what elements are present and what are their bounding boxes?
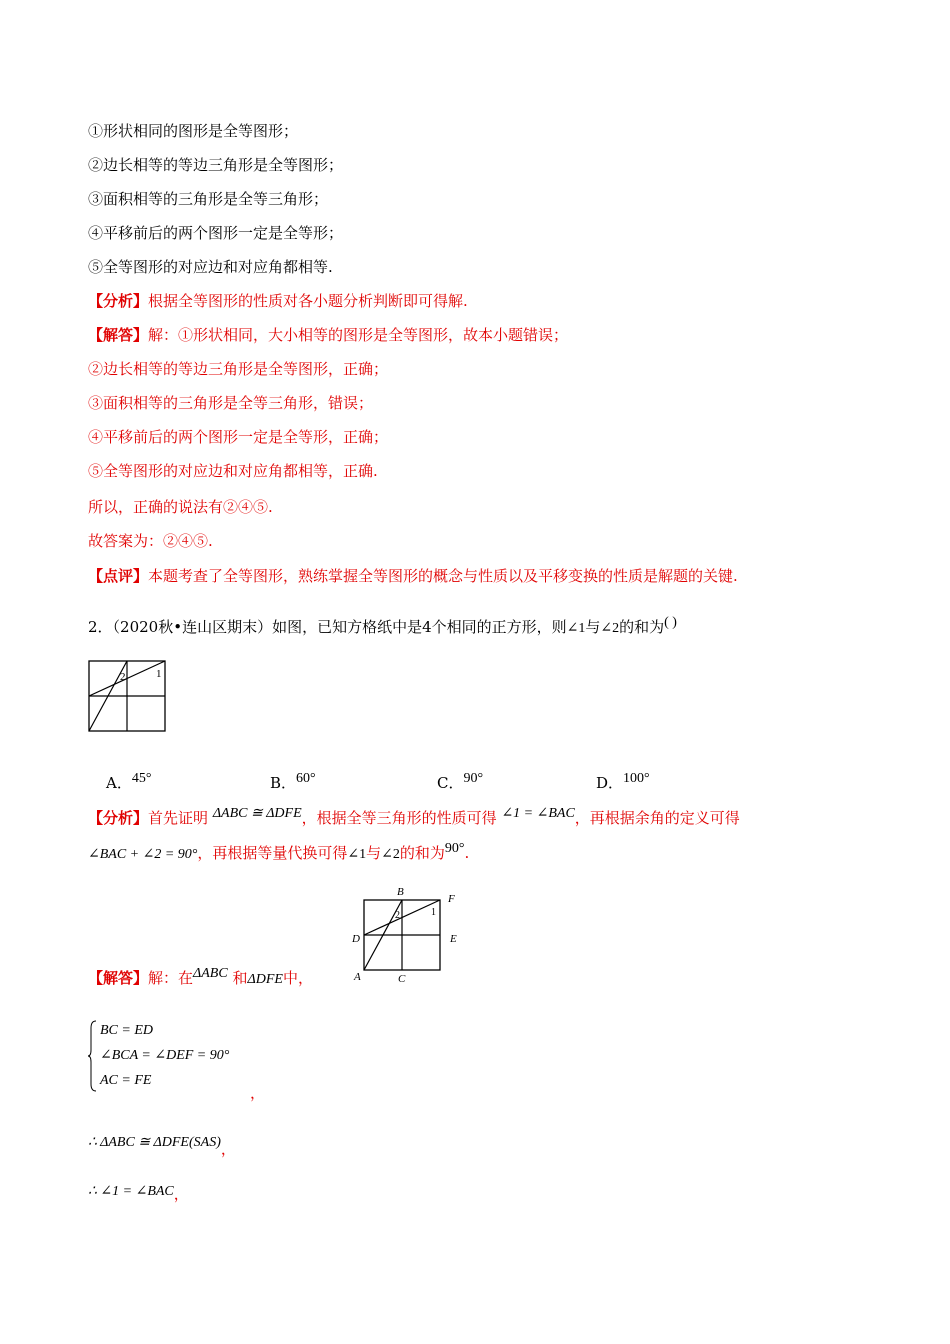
- q2-angle1: ∠1: [566, 621, 586, 636]
- q1-answer-3: ③面积相等的三角形是全等三角形，错误；: [88, 394, 374, 412]
- q1-conclusion: 所以，正确的说法有②④⑤.: [88, 498, 273, 516]
- q2-analysis-m3: ∠BAC + ∠2 = 90°: [88, 847, 198, 862]
- option-d-value: 100°: [623, 771, 650, 786]
- option-a[interactable]: [106, 772, 151, 793]
- fig2-label-b: B: [397, 886, 404, 898]
- q2-answer-m1: ΔABC: [193, 966, 228, 981]
- analysis-text: 根据全等图形的性质对各小题分析判断即可得解.: [148, 292, 468, 310]
- option-b[interactable]: [270, 772, 316, 793]
- q2-answer-m2: ΔDFE: [247, 972, 283, 987]
- fig2-label-a: A: [354, 971, 361, 983]
- q1-answer-5: ⑤全等图形的对应边和对应角都相等，正确.: [88, 462, 378, 480]
- q2-figure-labeled: [348, 882, 468, 986]
- system-line-1: BC = ED: [100, 1023, 153, 1038]
- q2-analysis-m4: ∠1: [347, 847, 367, 862]
- statement-5: ⑤全等图形的对应边和对应角都相等.: [88, 258, 333, 276]
- q2-stem-b: 与: [585, 618, 601, 636]
- comment-tag: 【点评】: [88, 567, 149, 585]
- q2-analysis-e: 与: [366, 844, 382, 862]
- fig2-label-d: D: [352, 933, 360, 945]
- fig2-label-2: 2: [395, 910, 400, 921]
- q2-analysis-m5: ∠2: [381, 847, 400, 862]
- q2-analysis-a: 首先证明: [148, 809, 209, 827]
- q2-answer-paren: ( ): [664, 615, 677, 630]
- statement-3: ③面积相等的三角形是全等三角形；: [88, 190, 329, 208]
- fig2-label-1: 1: [431, 907, 436, 918]
- therefore-1: ∴ ΔABC ≅ ΔDFE(SAS): [88, 1135, 221, 1150]
- therefore-2: ∴ ∠1 = ∠BAC: [88, 1184, 174, 1199]
- q2-angle2: ∠2: [600, 621, 620, 636]
- q2-analysis-cont: [88, 843, 469, 865]
- statement-1: ①形状相同的图形是全等图形；: [88, 122, 299, 140]
- option-d[interactable]: [596, 772, 650, 793]
- option-b-value: 60°: [296, 771, 316, 786]
- analysis-tag: 【分析】: [88, 292, 149, 310]
- q2-analysis-m2: ∠1 = ∠BAC: [501, 806, 575, 821]
- option-c-value: 90°: [463, 771, 484, 786]
- answer-tag: 【解答】: [88, 326, 149, 344]
- q2-answer-tag: 【解答】: [88, 969, 149, 987]
- q1-analysis: [88, 291, 468, 311]
- statement-2: ②边长相等的等边三角形是全等图形；: [88, 156, 344, 174]
- answer-text: 解：①形状相同，大小相等的图形是全等图形，故本小题错误；: [148, 326, 569, 344]
- q2-answer-c: 中，: [282, 969, 313, 987]
- q2-stem-c: 的和为: [619, 618, 665, 636]
- q2-analysis: [88, 808, 740, 830]
- system-comma: ，: [250, 1084, 266, 1102]
- q2-analysis-m6: 90°: [444, 841, 465, 856]
- q2-analysis-b: ，根据全等三角形的性质可得: [301, 809, 497, 827]
- fig2-label-e: E: [450, 933, 457, 945]
- therefore-angles: [88, 1180, 189, 1202]
- q2-stem-a: 如图，已知方格纸中是4个相同的正方形，则: [272, 618, 567, 636]
- q2-analysis-d: ，再根据等量代换可得: [197, 844, 348, 862]
- therefore-2-comma: ，: [173, 1185, 189, 1203]
- q1-answer-2: ②边长相等的等边三角形是全等图形，正确；: [88, 360, 389, 378]
- fig2-label-f: F: [448, 893, 455, 905]
- q2-stem: [88, 617, 677, 639]
- comment-text: 本题考查了全等图形，熟练掌握全等图形的概念与性质以及平移变换的性质是解题的关键.: [148, 567, 738, 585]
- q2-answer-a: 解：在: [148, 969, 194, 987]
- option-c[interactable]: [437, 772, 483, 793]
- q2-answer-b: 和: [232, 969, 248, 987]
- q2-answer: [88, 968, 313, 990]
- q2-analysis-f: 的和为: [399, 844, 445, 862]
- option-c-label: C．: [437, 774, 464, 792]
- option-a-value: 45°: [131, 771, 152, 786]
- system-line-2: ∠BCA = ∠DEF = 90°: [100, 1048, 230, 1063]
- q2-figure-grid: [88, 660, 168, 734]
- q1-final-answer: 故答案为：②④⑤.: [88, 532, 213, 550]
- q2-analysis-c: ，再根据余角的定义可得: [574, 809, 740, 827]
- statement-4: ④平移前后的两个图形一定是全等形；: [88, 224, 344, 242]
- q2-source: （2020秋•连山区期末）: [112, 618, 273, 636]
- q1-answer: [88, 325, 568, 345]
- option-a-label: A．: [106, 774, 132, 792]
- fig1-label-1: 1: [156, 668, 162, 680]
- q1-comment: [88, 566, 738, 586]
- q2-analysis-m1: ΔABC ≅ ΔDFE: [212, 806, 302, 821]
- therefore-1-comma: ，: [220, 1140, 236, 1158]
- option-d-label: D．: [596, 774, 624, 792]
- q1-answer-4: ④平移前后的两个图形一定是全等形，正确；: [88, 428, 389, 446]
- q2-analysis-g: .: [464, 844, 470, 862]
- system-brace: [88, 1020, 98, 1092]
- system-line-3: AC = FE: [100, 1073, 152, 1088]
- fig2-label-c: C: [398, 973, 406, 985]
- option-b-label: B．: [270, 774, 297, 792]
- fig1-label-2: 2: [120, 671, 126, 683]
- q2-analysis-tag: 【分析】: [88, 809, 149, 827]
- q2-number: 2．: [88, 618, 113, 636]
- therefore-congruent: [88, 1131, 236, 1158]
